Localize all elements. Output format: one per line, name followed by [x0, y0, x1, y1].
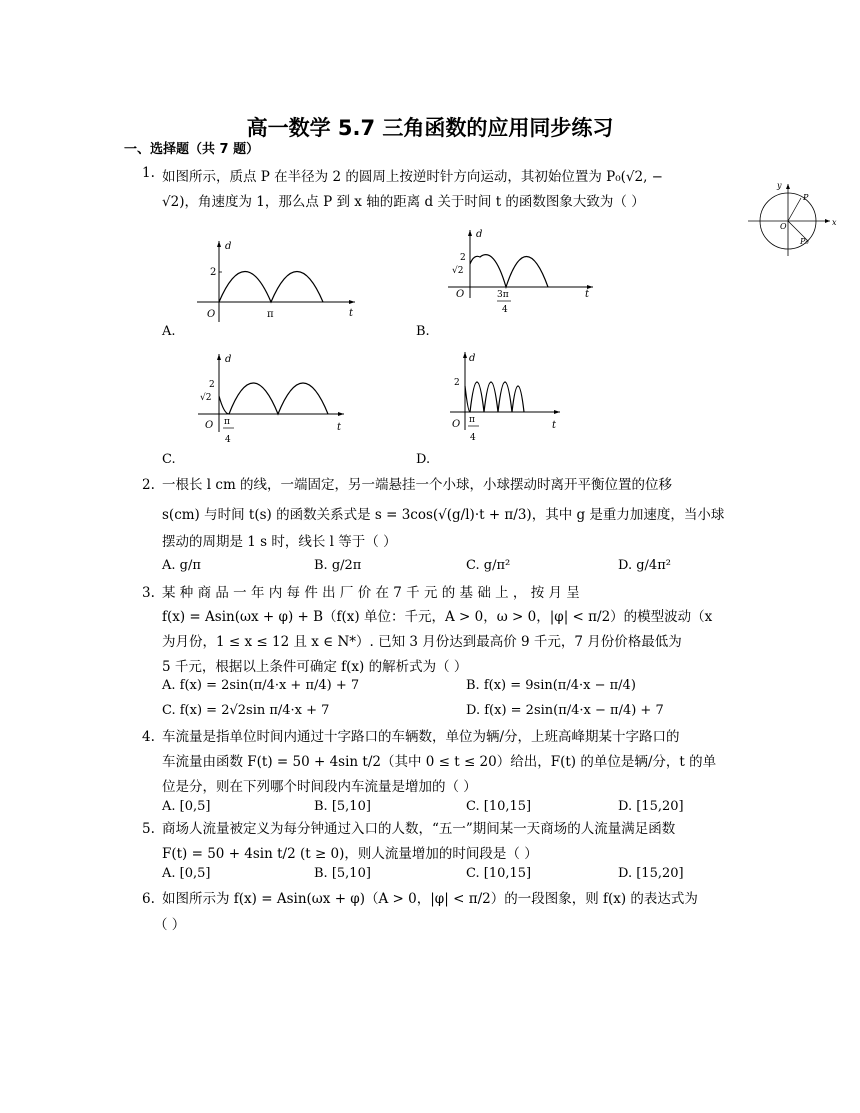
d-arrow-icon — [217, 354, 221, 360]
q3-option-b[interactable]: B. f(x) = 9sin(π/4·x − π/4) — [466, 678, 636, 693]
t-label: t — [337, 422, 342, 433]
question-number: 5. — [142, 821, 155, 837]
question-1 — [142, 160, 742, 220]
y-tick-2: 2 — [210, 267, 217, 278]
x-tick-3pi-den: 4 — [502, 305, 508, 315]
q2-option-b[interactable]: B. g/2π — [314, 558, 362, 573]
q3-option-d[interactable]: D. f(x) = 2sin(π/4·x − π/4) + 7 — [466, 703, 664, 718]
d-label: d — [476, 229, 483, 240]
question-number: 2. — [142, 477, 155, 493]
question-3 — [142, 576, 742, 676]
q5-option-b[interactable]: B. [5,10] — [314, 866, 371, 881]
d-label: d — [225, 241, 232, 252]
x-arrow-icon — [825, 219, 830, 223]
question-text-line: 5 千元，根据以上条件可确定 f(x) 的解析式为（ ） — [162, 659, 468, 675]
curve — [219, 383, 328, 414]
x-tick-pi: π — [267, 309, 274, 320]
q5-option-d[interactable]: D. [15,20] — [618, 866, 684, 881]
option-c[interactable]: C. — [162, 452, 176, 467]
t-label: t — [552, 420, 557, 431]
q3-option-c[interactable]: C. f(x) = 2√2sin π/4·x + 7 — [162, 703, 330, 718]
graph-b — [446, 226, 606, 320]
question-text-line: 一根长 l cm 的线，一端固定，另一端悬挂一个小球，小球摆动时离开平衡位置的位移 — [162, 477, 673, 493]
t-arrow-icon — [338, 412, 344, 416]
q4-option-a[interactable]: A. [0,5] — [162, 799, 211, 814]
answer-blank: （ ） — [154, 917, 186, 933]
question-text-line: 车流量是指单位时间内通过十字路口的车辆数，单位为辆/分，上班高峰期某十字路口的 — [162, 729, 680, 745]
y-tick-2: 2 — [209, 380, 215, 390]
origin-label: O — [205, 420, 214, 431]
x-label: x — [832, 218, 837, 227]
origin-label: O — [456, 289, 465, 300]
q2-option-a[interactable]: A. g/π — [162, 558, 201, 573]
q5-option-a[interactable]: A. [0,5] — [162, 866, 211, 881]
origin-label: O — [207, 309, 216, 320]
t-arrow-icon — [349, 300, 355, 304]
question-text-line: s(cm) 与时间 t(s) 的函数关系式是 s = 3cos(√(g/l)·t + π/3)，其中 g 是重力加速度，当小球 — [162, 507, 725, 523]
y-arrow-icon — [786, 184, 790, 189]
x-tick-pi-num: π — [469, 415, 475, 425]
question-text-line: 位是分，则在下列哪个时间段内车流量是增加的（ ） — [162, 779, 477, 795]
question-5 — [142, 812, 742, 868]
x-tick-3pi-num: 3π — [497, 290, 509, 300]
question-number: 1. — [142, 165, 155, 181]
q4-option-c[interactable]: C. [10,15] — [466, 799, 532, 814]
d-label: d — [225, 354, 232, 365]
p-label: P — [803, 193, 809, 202]
graph-c — [196, 352, 356, 452]
curve — [219, 272, 323, 303]
q4-option-d[interactable]: D. [15,20] — [618, 799, 684, 814]
y-tick-root2: √2 — [200, 393, 212, 403]
question-text-line: 为月份，1 ≤ x ≤ 12 且 x ∈ N*）. 已知 3 月份达到最高价 9 千元，7 月份价格最低为 — [162, 634, 682, 650]
question-text-line: 如图所示，质点 P 在半径为 2 的圆周上按逆时针方向运动，其初始位置为 P₀(√2, − — [162, 169, 663, 185]
question-text-line: 商场人流量被定义为每分钟通过入口的人数，“五一”期间某一天商场的人流量满足函数 — [162, 821, 676, 837]
d-arrow-icon — [468, 230, 472, 236]
question-number: 6. — [142, 891, 155, 907]
curve — [465, 382, 524, 412]
question-text-line: 某 种 商 品 一 年 内 每 件 出 厂 价 在 7 千 元 的 基 础 上 ， 按 月 呈 — [162, 585, 580, 601]
y-label: y — [777, 181, 782, 190]
p0-label: P₀ — [800, 237, 809, 246]
question-text-line: 摆动的周期是 1 s 时，线长 l 等于（ ） — [162, 534, 397, 550]
t-label: t — [349, 308, 354, 319]
q3-option-a[interactable]: A. f(x) = 2sin(π/4·x + π/4) + 7 — [162, 678, 360, 693]
section-heading: 一、选择题（共 7 题） — [124, 142, 260, 157]
x-tick-pi-den: 4 — [225, 435, 231, 445]
question-text-line: 如图所示为 f(x) = Asin(ωx + φ)（A > 0，|φ| < π/2）的一段图象，则 f(x) 的表达式为 — [162, 891, 698, 907]
t-arrow-icon — [554, 410, 560, 414]
x-tick-pi-num: π — [224, 417, 230, 427]
t-label: t — [585, 289, 590, 300]
option-d[interactable]: D. — [416, 452, 431, 467]
option-a[interactable]: A. — [162, 324, 176, 339]
question-number: 4. — [142, 729, 155, 745]
radius-p — [788, 198, 801, 221]
question-4 — [142, 720, 742, 800]
d-label: d — [469, 353, 476, 364]
page-title: 高一数学 5.7 三角函数的应用同步练习 — [246, 116, 614, 140]
y-tick-2: 2 — [454, 378, 460, 388]
question-number: 3. — [142, 585, 155, 601]
graph-a — [192, 236, 372, 324]
q4-option-b[interactable]: B. [5,10] — [314, 799, 371, 814]
option-b[interactable]: B. — [416, 324, 430, 339]
x-tick-pi-den: 4 — [470, 433, 476, 443]
graph-d — [448, 350, 568, 450]
d-arrow-icon — [217, 241, 221, 247]
y-tick-2: 2 — [460, 253, 466, 263]
q2-option-c[interactable]: C. g/π² — [466, 558, 511, 573]
question-6 — [142, 882, 742, 938]
d-arrow-icon — [463, 352, 467, 358]
question-text-line: F(t) = 50 + 4sin t/2 (t ≥ 0)，则人流量增加的时间段是（ ） — [162, 846, 538, 862]
y-tick-root2: √2 — [452, 266, 464, 276]
origin-label: O — [452, 419, 461, 430]
question-text-line: f(x) = Asin(ωx + φ) + B（f(x) 单位：千元，A > 0，ω > 0，|φ| < π/2）的模型波动（x — [162, 609, 713, 625]
question-text-line: 车流量由函数 F(t) = 50 + 4sin t/2（其中 0 ≤ t ≤ 20）给出，F(t) 的单位是辆/分，t 的单 — [162, 754, 717, 770]
question-text-line: √2)，角速度为 1，那么点 P 到 x 轴的距离 d 关于时间 t 的函数图象大致为（ ） — [162, 194, 645, 210]
unit-circle-figure — [748, 176, 838, 256]
origin-label: O — [780, 222, 787, 231]
curve — [470, 255, 548, 287]
q2-option-d[interactable]: D. g/4π² — [618, 558, 671, 573]
q5-option-c[interactable]: C. [10,15] — [466, 866, 532, 881]
